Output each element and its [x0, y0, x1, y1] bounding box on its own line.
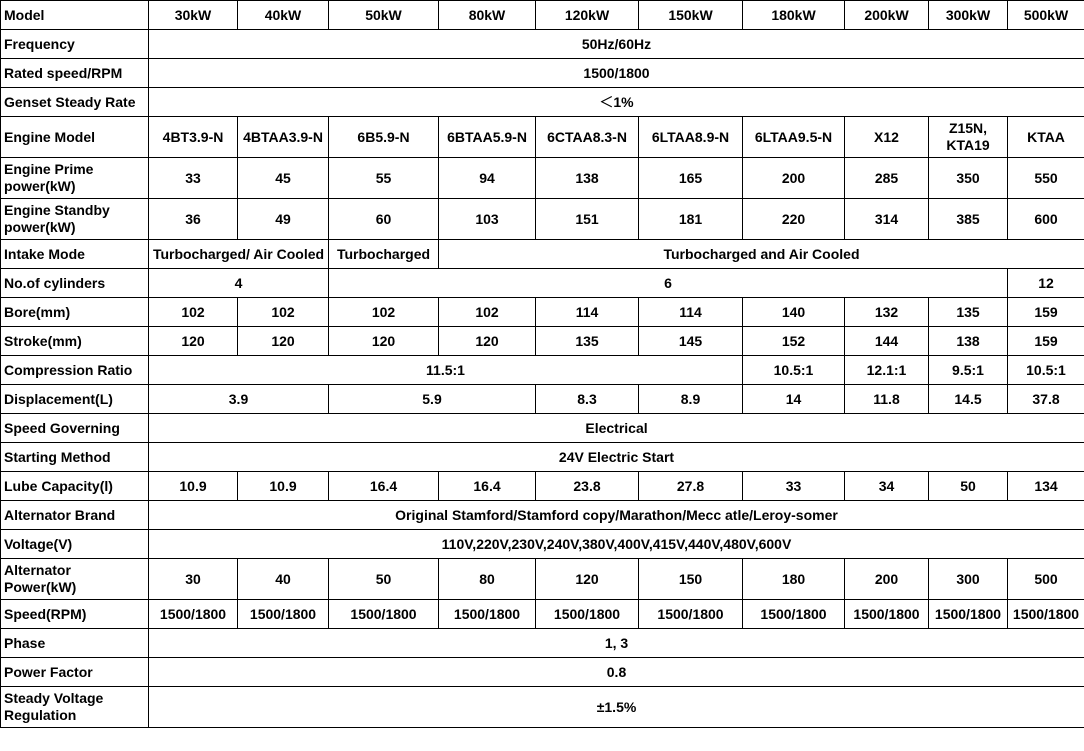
model-header-cell: 30kW [149, 1, 238, 30]
value-cell: 0.8 [149, 658, 1084, 687]
value-cell: 45 [238, 158, 329, 199]
value-cell: Turbocharged/ Air Cooled [149, 240, 329, 269]
value-cell: 1500/1800 [929, 600, 1008, 629]
value-cell: 152 [743, 327, 845, 356]
row-label: Phase [1, 629, 149, 658]
value-cell: 1500/1800 [149, 59, 1084, 88]
value-cell: 1500/1800 [845, 600, 929, 629]
value-cell: 50 [929, 472, 1008, 501]
value-cell: 4BTAA3.9-N [238, 117, 329, 158]
value-cell: 34 [845, 472, 929, 501]
value-cell: 50 [329, 559, 439, 600]
value-cell: 138 [536, 158, 639, 199]
value-cell: 1500/1800 [536, 600, 639, 629]
value-cell: 144 [845, 327, 929, 356]
row-label: No.of cylinders [1, 269, 149, 298]
row-label: Genset Steady Rate [1, 88, 149, 117]
row-label: Stroke(mm) [1, 327, 149, 356]
value-cell: 8.9 [639, 385, 743, 414]
value-cell: KTAA [1008, 117, 1084, 158]
value-cell: 103 [439, 199, 536, 240]
value-cell: 16.4 [329, 472, 439, 501]
row-label: Engine Model [1, 117, 149, 158]
row-prime-power [1, 158, 1084, 199]
row-speed-rpm [1, 600, 1084, 629]
value-cell: 1500/1800 [238, 600, 329, 629]
row-engine-model [1, 117, 1084, 158]
value-cell: 200 [845, 559, 929, 600]
value-cell: ±1.5% [149, 687, 1084, 728]
value-cell: 180 [743, 559, 845, 600]
row-label: Speed Governing [1, 414, 149, 443]
value-cell: 1500/1800 [439, 600, 536, 629]
row-stroke [1, 327, 1084, 356]
value-cell: 10.5:1 [743, 356, 845, 385]
value-cell: 102 [149, 298, 238, 327]
value-cell: 12 [1008, 269, 1084, 298]
value-cell: 1500/1800 [743, 600, 845, 629]
value-cell: 36 [149, 199, 238, 240]
value-cell: 6BTAA5.9-N [439, 117, 536, 158]
value-cell: 165 [639, 158, 743, 199]
value-cell: 550 [1008, 158, 1084, 199]
row-label: Rated speed/RPM [1, 59, 149, 88]
value-cell: 200 [743, 158, 845, 199]
value-cell: 1500/1800 [639, 600, 743, 629]
value-cell: 120 [149, 327, 238, 356]
value-cell: 110V,220V,230V,240V,380V,400V,415V,440V,480V,600V [149, 530, 1084, 559]
row-label: Model [1, 1, 149, 30]
row-label: Displacement(L) [1, 385, 149, 414]
row-intake-mode [1, 240, 1084, 269]
value-cell: 135 [929, 298, 1008, 327]
value-cell: 220 [743, 199, 845, 240]
row-steady-rate [1, 88, 1084, 117]
value-cell: 10.9 [238, 472, 329, 501]
value-cell: 114 [536, 298, 639, 327]
value-cell: 6B5.9-N [329, 117, 439, 158]
value-cell: 1500/1800 [149, 600, 238, 629]
row-label: Compression Ratio [1, 356, 149, 385]
value-cell: 11.5:1 [149, 356, 743, 385]
value-cell: 1500/1800 [1008, 600, 1084, 629]
row-voltage [1, 530, 1084, 559]
value-cell: 11.8 [845, 385, 929, 414]
value-cell: 60 [329, 199, 439, 240]
value-cell: 4BT3.9-N [149, 117, 238, 158]
row-rated-speed [1, 59, 1084, 88]
value-cell: 16.4 [439, 472, 536, 501]
value-cell: Z15N, KTA19 [929, 117, 1008, 158]
value-cell: 102 [439, 298, 536, 327]
model-header-cell: 180kW [743, 1, 845, 30]
row-power-factor [1, 658, 1084, 687]
value-cell: 1, 3 [149, 629, 1084, 658]
value-cell: 385 [929, 199, 1008, 240]
row-label: Engine Prime power(kW) [1, 158, 149, 199]
value-cell: 102 [329, 298, 439, 327]
value-cell: 14 [743, 385, 845, 414]
value-cell: 94 [439, 158, 536, 199]
row-label: Steady Voltage Regulation [1, 687, 149, 728]
value-cell: 8.3 [536, 385, 639, 414]
value-cell: 500 [1008, 559, 1084, 600]
model-header-cell: 500kW [1008, 1, 1084, 30]
value-cell: 6LTAA8.9-N [639, 117, 743, 158]
value-cell: 49 [238, 199, 329, 240]
value-cell: 135 [536, 327, 639, 356]
value-cell: Turbocharged and Air Cooled [439, 240, 1084, 269]
value-cell: 6 [329, 269, 1008, 298]
value-cell: 14.5 [929, 385, 1008, 414]
value-cell: 132 [845, 298, 929, 327]
value-cell: 24V Electric Start [149, 443, 1084, 472]
model-header-cell: 200kW [845, 1, 929, 30]
row-frequency [1, 30, 1084, 59]
row-label: Speed(RPM) [1, 600, 149, 629]
row-label: Power Factor [1, 658, 149, 687]
value-cell: 27.8 [639, 472, 743, 501]
row-displacement [1, 385, 1084, 414]
value-cell: Turbocharged [329, 240, 439, 269]
value-cell: 6LTAA9.5-N [743, 117, 845, 158]
value-cell: 4 [149, 269, 329, 298]
value-cell: 102 [238, 298, 329, 327]
value-cell: 151 [536, 199, 639, 240]
value-cell: 9.5:1 [929, 356, 1008, 385]
value-cell: 350 [929, 158, 1008, 199]
value-cell: 1500/1800 [329, 600, 439, 629]
row-steady-voltage [1, 687, 1084, 728]
value-cell: 314 [845, 199, 929, 240]
row-phase [1, 629, 1084, 658]
row-starting [1, 443, 1084, 472]
row-compression [1, 356, 1084, 385]
value-cell: 120 [329, 327, 439, 356]
value-cell: 159 [1008, 327, 1084, 356]
value-cell: 150 [639, 559, 743, 600]
value-cell: 33 [149, 158, 238, 199]
row-bore [1, 298, 1084, 327]
value-cell: 33 [743, 472, 845, 501]
value-cell: 3.9 [149, 385, 329, 414]
model-header-cell: 120kW [536, 1, 639, 30]
value-cell: 181 [639, 199, 743, 240]
row-label: Intake Mode [1, 240, 149, 269]
row-label: Starting Method [1, 443, 149, 472]
row-label: Engine Standby power(kW) [1, 199, 149, 240]
model-header-cell: 150kW [639, 1, 743, 30]
row-alternator-power [1, 559, 1084, 600]
value-cell: X12 [845, 117, 929, 158]
value-cell: 145 [639, 327, 743, 356]
value-cell: 50Hz/60Hz [149, 30, 1084, 59]
value-cell: 134 [1008, 472, 1084, 501]
model-header-cell: 40kW [238, 1, 329, 30]
value-cell: 6CTAA8.3-N [536, 117, 639, 158]
row-model [1, 1, 1084, 30]
value-cell: 37.8 [1008, 385, 1084, 414]
row-label: Bore(mm) [1, 298, 149, 327]
row-label: Lube Capacity(l) [1, 472, 149, 501]
value-cell: 120 [238, 327, 329, 356]
value-cell: 285 [845, 158, 929, 199]
row-governing [1, 414, 1084, 443]
row-label: Alternator Power(kW) [1, 559, 149, 600]
model-header-cell: 80kW [439, 1, 536, 30]
value-cell: 10.5:1 [1008, 356, 1084, 385]
value-cell: 138 [929, 327, 1008, 356]
value-cell: 159 [1008, 298, 1084, 327]
value-cell: ＜1% [149, 88, 1084, 117]
value-cell: 23.8 [536, 472, 639, 501]
value-cell: 114 [639, 298, 743, 327]
value-cell: 5.9 [329, 385, 536, 414]
value-cell: 10.9 [149, 472, 238, 501]
value-cell: 140 [743, 298, 845, 327]
row-label: Voltage(V) [1, 530, 149, 559]
value-cell: Electrical [149, 414, 1084, 443]
value-cell: 300 [929, 559, 1008, 600]
model-header-cell: 50kW [329, 1, 439, 30]
row-label: Frequency [1, 30, 149, 59]
row-cylinders [1, 269, 1084, 298]
value-cell: 40 [238, 559, 329, 600]
row-lube [1, 472, 1084, 501]
row-standby-power [1, 199, 1084, 240]
value-cell: 80 [439, 559, 536, 600]
row-alternator-brand [1, 501, 1084, 530]
value-cell: 12.1:1 [845, 356, 929, 385]
value-cell: 120 [439, 327, 536, 356]
value-cell: 120 [536, 559, 639, 600]
value-cell: 55 [329, 158, 439, 199]
row-label: Alternator Brand [1, 501, 149, 530]
value-cell: 30 [149, 559, 238, 600]
value-cell: Original Stamford/Stamford copy/Marathon/Mecc atle/Leroy-somer [149, 501, 1084, 530]
model-header-cell: 300kW [929, 1, 1008, 30]
value-cell: 600 [1008, 199, 1084, 240]
